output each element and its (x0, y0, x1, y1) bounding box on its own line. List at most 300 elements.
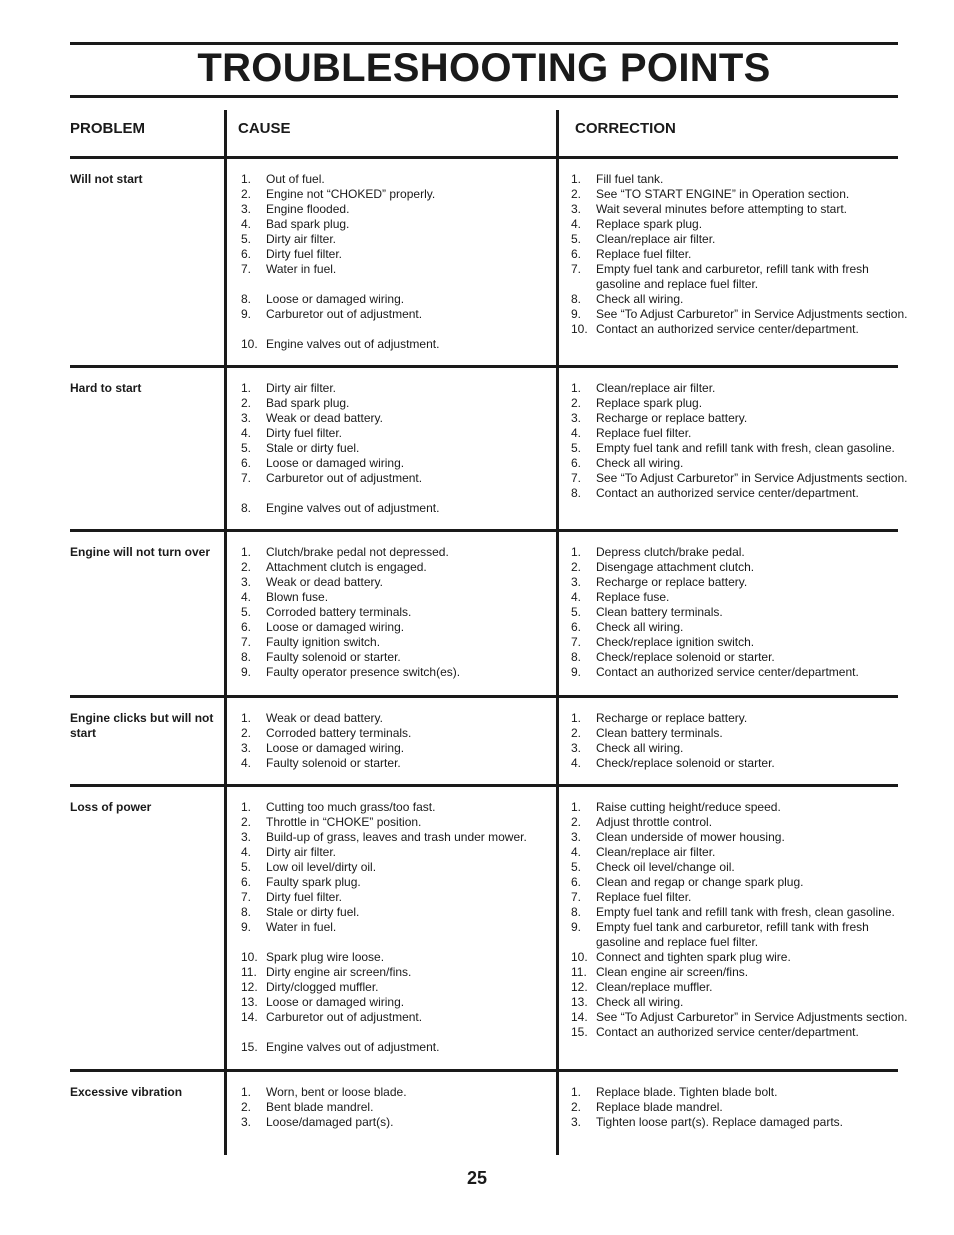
cause-item (236, 172, 554, 187)
item-text: Disengage attachment clutch. (596, 560, 755, 574)
correction-item (566, 980, 911, 995)
cause-item (236, 187, 554, 202)
correction-list (566, 800, 911, 1040)
cause-item (236, 800, 554, 815)
cause-list (236, 172, 554, 352)
item-text: Replace fuel filter. (596, 426, 692, 440)
row-separator (70, 529, 898, 532)
item-text: Faulty operator presence switch(es). (266, 665, 461, 679)
item-number: 13. (241, 995, 258, 1009)
item-text: Carburetor out of adjustment. (266, 1010, 423, 1024)
item-text: Engine valves out of adjustment. (266, 337, 440, 351)
item-text: Recharge or replace battery. (596, 575, 748, 589)
item-text: Clean battery terminals. (596, 726, 723, 740)
cause-item (236, 292, 554, 307)
item-text: Clean engine air screen/fins. (596, 965, 749, 979)
row-separator (70, 784, 898, 787)
cause-item (236, 950, 554, 965)
item-number: 5. (241, 232, 252, 246)
cause-item (236, 635, 554, 650)
item-text: Dirty air filter. (266, 845, 337, 859)
item-text: Replace fuel filter. (596, 890, 692, 904)
column-divider-correction (556, 110, 559, 1155)
item-text: Loose or damaged wiring. (266, 292, 405, 306)
item-number: 2. (241, 187, 252, 201)
page-title: TROUBLESHOOTING POINTS (197, 46, 771, 90)
cause-item (236, 441, 554, 456)
cause-item (236, 337, 554, 352)
item-text: See “To Adjust Carburetor” in Service Adjustments section. (596, 307, 908, 321)
item-number: 3. (571, 411, 582, 425)
item-text: Check/replace ignition switch. (596, 635, 755, 649)
cause-item (236, 965, 554, 980)
item-number: 6. (571, 875, 582, 889)
cause-item (236, 590, 554, 605)
item-text: Low oil level/dirty oil. (266, 860, 377, 874)
item-text: Replace spark plug. (596, 217, 703, 231)
item-text: Dirty fuel filter. (266, 890, 343, 904)
correction-item (566, 575, 911, 590)
correction-item (566, 471, 911, 486)
item-number: 3. (241, 741, 252, 755)
item-text: Carburetor out of adjustment. (266, 471, 423, 485)
item-text: Dirty air filter. (266, 381, 337, 395)
correction-item (566, 711, 911, 726)
item-number: 9. (241, 307, 252, 321)
item-number: 1. (571, 381, 582, 395)
correction-item (566, 1010, 911, 1025)
item-number: 8. (241, 650, 252, 664)
item-number: 7. (241, 471, 252, 485)
correction-item (566, 620, 911, 635)
item-number: 9. (571, 920, 582, 934)
correction-item (566, 665, 911, 680)
title-rule (70, 95, 898, 98)
item-number: 4. (571, 845, 582, 859)
cause-item (236, 726, 554, 741)
item-text: Recharge or replace battery. (596, 711, 748, 725)
item-number (236, 1025, 266, 1040)
correction-item (566, 456, 911, 471)
item-text: Connect and tighten spark plug wire. (596, 950, 791, 964)
cause-item (236, 575, 554, 590)
item-text: Dirty air filter. (266, 232, 337, 246)
item-number: 8. (571, 292, 582, 306)
item-number: 7. (241, 262, 252, 276)
item-number: 1. (241, 711, 252, 725)
item-number: 8. (571, 486, 582, 500)
item-number: 2. (571, 187, 582, 201)
item-number: 4. (571, 217, 582, 231)
item-number: 9. (241, 665, 252, 679)
item-number: 10. (241, 950, 258, 964)
item-text: Faulty solenoid or starter. (266, 650, 401, 664)
item-text: Check/replace solenoid or starter. (596, 650, 775, 664)
item-text: Water in fuel. (266, 262, 337, 276)
correction-item (566, 995, 911, 1010)
correction-list (566, 1085, 911, 1130)
item-number: 2. (571, 815, 582, 829)
correction-item (566, 890, 911, 905)
item-number: 1. (571, 545, 582, 559)
item-text: Empty fuel tank and carburetor, refill tank with fresh gasoline and replace fuel filter. (596, 920, 869, 949)
correction-item (566, 247, 911, 262)
item-text: See “To Adjust Carburetor” in Service Adjustments section. (596, 471, 908, 485)
cause-item (236, 890, 554, 905)
item-number: 4. (241, 590, 252, 604)
item-number: 1. (241, 172, 252, 186)
page-number: 25 (466, 1168, 488, 1188)
item-number: 1. (241, 381, 252, 395)
correction-item (566, 726, 911, 741)
cause-item (236, 741, 554, 756)
item-number: 2. (571, 1100, 582, 1114)
item-text: Check all wiring. (596, 741, 684, 755)
cause-item (236, 935, 554, 950)
item-text: Replace blade mandrel. (596, 1100, 723, 1114)
item-number: 3. (241, 1115, 252, 1129)
correction-item (566, 322, 911, 337)
correction-item (566, 756, 911, 771)
cause-item (236, 711, 554, 726)
item-text: Empty fuel tank and refill tank with fresh, clean gasoline. (596, 441, 895, 455)
problem-label: Engine clicks but will not start (70, 711, 214, 740)
item-number: 4. (571, 756, 582, 770)
correction-list (566, 545, 911, 680)
item-text: Replace blade. Tighten blade bolt. (596, 1085, 778, 1099)
correction-item (566, 545, 911, 560)
item-number: 3. (241, 575, 252, 589)
item-text: Build-up of grass, leaves and trash under mower. (266, 830, 527, 844)
item-number: 6. (571, 456, 582, 470)
item-text: Attachment clutch is engaged. (266, 560, 427, 574)
item-text: Dirty fuel filter. (266, 247, 343, 261)
item-text: Bent blade mandrel. (266, 1100, 374, 1114)
problem-label: Engine will not turn over (70, 545, 211, 559)
cause-list (236, 711, 554, 771)
correction-item (566, 605, 911, 620)
cause-list (236, 1085, 554, 1130)
cause-item (236, 756, 554, 771)
item-number: 2. (241, 726, 252, 740)
item-text: Empty fuel tank and carburetor, refill tank with fresh gasoline and replace fuel filter. (596, 262, 869, 291)
item-text: Faulty solenoid or starter. (266, 756, 401, 770)
item-text: Contact an authorized service center/department. (596, 665, 859, 679)
item-number: 4. (571, 426, 582, 440)
correction-item (566, 381, 911, 396)
item-text: See “To Adjust Carburetor” in Service Adjustments section. (596, 1010, 908, 1024)
item-text: Clean/replace air filter. (596, 845, 716, 859)
item-text: Dirty engine air screen/fins. (266, 965, 412, 979)
item-text: Bad spark plug. (266, 217, 350, 231)
item-text: Loose or damaged wiring. (266, 995, 405, 1009)
cause-item (236, 247, 554, 262)
cause-item (236, 980, 554, 995)
item-number: 3. (241, 411, 252, 425)
item-text: Weak or dead battery. (266, 411, 383, 425)
correction-list (566, 381, 911, 501)
row-separator (70, 1069, 898, 1072)
cause-item (236, 875, 554, 890)
cause-item (236, 995, 554, 1010)
item-number: 12. (571, 980, 588, 994)
item-text: Loose or damaged wiring. (266, 620, 405, 634)
row-separator (70, 365, 898, 368)
item-number: 8. (571, 650, 582, 664)
row-separator (70, 156, 898, 159)
item-text: Stale or dirty fuel. (266, 905, 360, 919)
cause-list (236, 800, 554, 1055)
item-text: See “TO START ENGINE” in Operation section. (596, 187, 850, 201)
correction-item (566, 1100, 911, 1115)
item-number: 2. (571, 560, 582, 574)
item-text: Dirty fuel filter. (266, 426, 343, 440)
cause-item (236, 277, 554, 292)
cause-item (236, 456, 554, 471)
item-text: Replace spark plug. (596, 396, 703, 410)
item-text: Contact an authorized service center/department. (596, 486, 859, 500)
correction-item (566, 635, 911, 650)
cause-item (236, 232, 554, 247)
cause-item (236, 396, 554, 411)
item-number: 1. (571, 800, 582, 814)
correction-item (566, 650, 911, 665)
item-text: Clean battery terminals. (596, 605, 723, 619)
item-text: Corroded battery terminals. (266, 605, 412, 619)
item-number: 5. (571, 860, 582, 874)
item-number: 5. (241, 860, 252, 874)
item-number: 3. (571, 575, 582, 589)
item-text: Contact an authorized service center/department. (596, 1025, 859, 1039)
item-number: 8. (241, 501, 252, 515)
cause-item (236, 845, 554, 860)
cause-item (236, 322, 554, 337)
item-number: 1. (241, 545, 252, 559)
item-number (236, 277, 266, 292)
item-number: 7. (241, 635, 252, 649)
problem-label: Hard to start (70, 381, 142, 395)
item-text: Clean and regap or change spark plug. (596, 875, 804, 889)
item-number: 5. (571, 605, 582, 619)
correction-item (566, 590, 911, 605)
correction-item (566, 262, 911, 292)
item-number: 10. (571, 322, 588, 336)
correction-list (566, 711, 911, 771)
item-text: Engine valves out of adjustment. (266, 1040, 440, 1054)
item-number: 12. (241, 980, 258, 994)
item-number: 2. (571, 726, 582, 740)
item-number: 13. (571, 995, 588, 1009)
item-number: 15. (241, 1040, 258, 1054)
item-text: Replace fuel filter. (596, 247, 692, 261)
cause-item (236, 905, 554, 920)
correction-item (566, 800, 911, 815)
item-number: 15. (571, 1025, 588, 1039)
header-cause: CAUSE (238, 120, 291, 137)
item-number: 7. (571, 262, 582, 276)
item-text: Check all wiring. (596, 995, 684, 1009)
item-number: 3. (571, 830, 582, 844)
item-text: Blown fuse. (266, 590, 329, 604)
item-text: Weak or dead battery. (266, 711, 383, 725)
item-number: 14. (571, 1010, 588, 1024)
correction-item (566, 187, 911, 202)
item-text: Clean/replace muffler. (596, 980, 713, 994)
item-number: 1. (571, 1085, 582, 1099)
item-number: 2. (241, 1100, 252, 1114)
item-text: Loose/damaged part(s). (266, 1115, 394, 1129)
item-text: Water in fuel. (266, 920, 337, 934)
cause-item (236, 650, 554, 665)
correction-item (566, 875, 911, 890)
item-text: Contact an authorized service center/department. (596, 322, 859, 336)
item-text: Recharge or replace battery. (596, 411, 748, 425)
header-problem: PROBLEM (70, 120, 145, 137)
correction-item (566, 411, 911, 426)
correction-item (566, 815, 911, 830)
item-number: 3. (571, 741, 582, 755)
item-text: Faulty spark plug. (266, 875, 361, 889)
correction-item (566, 741, 911, 756)
header-correction: CORRECTION (575, 120, 676, 137)
item-text: Weak or dead battery. (266, 575, 383, 589)
cause-item (236, 1115, 554, 1130)
item-number: 7. (241, 890, 252, 904)
item-number: 2. (241, 396, 252, 410)
item-number: 5. (571, 441, 582, 455)
item-number: 6. (241, 620, 252, 634)
item-number: 3. (571, 1115, 582, 1129)
cause-item (236, 307, 554, 322)
item-number: 7. (571, 635, 582, 649)
item-number: 7. (571, 890, 582, 904)
cause-item (236, 1025, 554, 1040)
item-text: Depress clutch/brake pedal. (596, 545, 745, 559)
item-text: Faulty ignition switch. (266, 635, 381, 649)
item-text: Out of fuel. (266, 172, 325, 186)
item-number: 10. (571, 950, 588, 964)
item-number: 4. (241, 756, 252, 770)
item-text: Replace fuse. (596, 590, 670, 604)
item-number: 7. (571, 471, 582, 485)
correction-item (566, 172, 911, 187)
correction-item (566, 486, 911, 501)
item-text: Engine flooded. (266, 202, 350, 216)
item-number: 3. (241, 830, 252, 844)
item-number: 4. (241, 217, 252, 231)
item-text: Clean underside of mower housing. (596, 830, 785, 844)
column-divider-cause (224, 110, 227, 1155)
item-number: 9. (241, 920, 252, 934)
problem-label: Will not start (70, 172, 143, 186)
correction-item (566, 1085, 911, 1100)
correction-item (566, 217, 911, 232)
correction-item (566, 560, 911, 575)
item-text: Check all wiring. (596, 292, 684, 306)
correction-item (566, 965, 911, 980)
item-number: 14. (241, 1010, 258, 1024)
cause-item (236, 411, 554, 426)
item-number: 4. (241, 845, 252, 859)
item-number: 1. (571, 172, 582, 186)
item-text: Clean/replace air filter. (596, 232, 716, 246)
item-number: 9. (571, 307, 582, 321)
item-number: 1. (571, 711, 582, 725)
item-number: 1. (241, 800, 252, 814)
problem-label: Excessive vibration (70, 1085, 183, 1099)
item-text: Corroded battery terminals. (266, 726, 412, 740)
correction-item (566, 202, 911, 217)
item-number: 6. (571, 620, 582, 634)
cause-item (236, 1100, 554, 1115)
item-number: 4. (571, 590, 582, 604)
cause-item (236, 1010, 554, 1025)
item-number: 5. (241, 605, 252, 619)
cause-item (236, 202, 554, 217)
cause-item (236, 426, 554, 441)
cause-item (236, 545, 554, 560)
problem-label: Loss of power (70, 800, 152, 814)
item-number: 10. (241, 337, 258, 351)
correction-item (566, 1025, 911, 1040)
item-text: Throttle in “CHOKE” position. (266, 815, 422, 829)
item-number: 6. (241, 875, 252, 889)
cause-item (236, 665, 554, 680)
correction-item (566, 396, 911, 411)
row-separator (70, 695, 898, 698)
correction-item (566, 1115, 911, 1130)
item-number: 2. (571, 396, 582, 410)
item-number: 2. (241, 815, 252, 829)
item-text: Carburetor out of adjustment. (266, 307, 423, 321)
correction-item (566, 905, 911, 920)
item-number: 6. (241, 247, 252, 261)
correction-item (566, 950, 911, 965)
cause-item (236, 471, 554, 486)
item-number: 4. (241, 426, 252, 440)
item-number (236, 322, 266, 337)
item-text (266, 277, 554, 292)
cause-item (236, 1040, 554, 1055)
cause-item (236, 262, 554, 277)
correction-list (566, 172, 911, 337)
cause-item (236, 217, 554, 232)
cause-item (236, 381, 554, 396)
item-number: 5. (571, 232, 582, 246)
item-text: Dirty/clogged muffler. (266, 980, 379, 994)
item-text: Check/replace solenoid or starter. (596, 756, 775, 770)
correction-item (566, 845, 911, 860)
correction-item (566, 830, 911, 845)
item-number: 3. (241, 202, 252, 216)
item-text: Check all wiring. (596, 456, 684, 470)
item-number: 8. (571, 905, 582, 919)
item-text: Bad spark plug. (266, 396, 350, 410)
cause-item (236, 501, 554, 516)
cause-item (236, 1085, 554, 1100)
item-text: Engine valves out of adjustment. (266, 501, 440, 515)
correction-item (566, 441, 911, 456)
item-text: Check oil level/change oil. (596, 860, 735, 874)
cause-item (236, 830, 554, 845)
item-text: Clutch/brake pedal not depressed. (266, 545, 449, 559)
item-number: 6. (241, 456, 252, 470)
correction-item (566, 307, 911, 322)
item-number: 11. (241, 965, 257, 979)
item-text: Cutting too much grass/too fast. (266, 800, 436, 814)
item-text: Empty fuel tank and refill tank with fresh, clean gasoline. (596, 905, 895, 919)
cause-list (236, 381, 554, 516)
